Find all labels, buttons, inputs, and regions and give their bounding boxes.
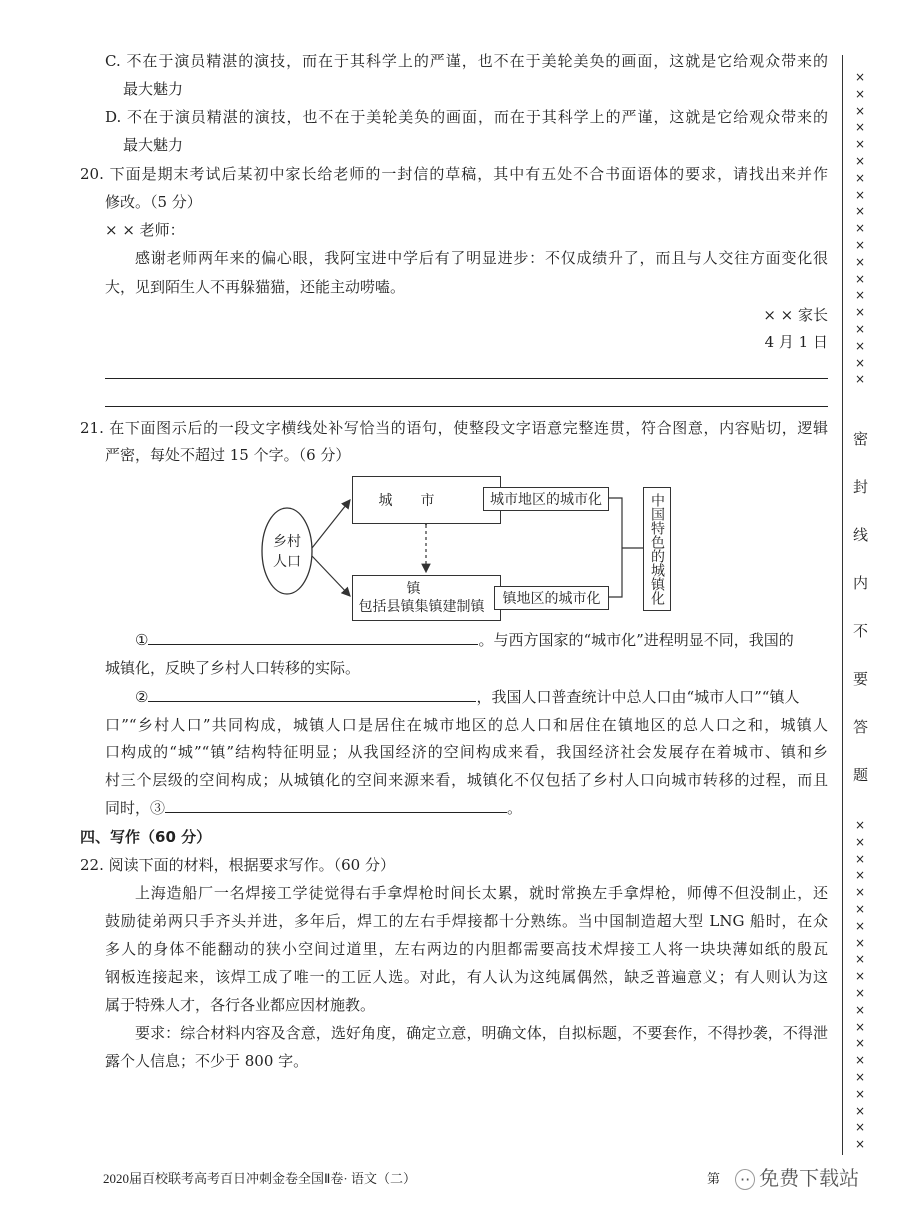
x-mark: × (855, 355, 866, 370)
x-mark: × (855, 918, 866, 933)
town-box (352, 575, 501, 621)
footer-page: 第 (707, 1171, 721, 1186)
x-mark: × (855, 902, 866, 916)
x-mark: × (855, 338, 866, 353)
blank-2[interactable] (148, 687, 476, 702)
paragraph-2-line3: 口构成的“城”“镇”结构特征明显；从我国经济的空间构成来看，我国经济社会发展存在着城市、镇和乡 (105, 743, 828, 761)
seal-char: 内 (853, 574, 869, 592)
x-mark: × (855, 851, 866, 866)
x-mark: × (855, 288, 866, 303)
town-urbanization-box: 镇地区的城市化 (494, 586, 609, 610)
blank-3[interactable] (165, 798, 507, 813)
q21-prompt-line2: 严密，每处不超过 15 个字。（6 分） (105, 446, 351, 464)
material-line3: 多人的身体不能翻动的狭小空间过道里，左右两边的内胆都需要高技术焊接工人将一块块薄如纸的殷瓦 (105, 940, 828, 958)
arrow-to-town (312, 556, 350, 596)
x-mark: × (855, 969, 866, 984)
x-mark: × (855, 271, 866, 286)
x-mark: × (855, 103, 866, 118)
x-mark: × (855, 254, 866, 269)
x-mark: × (855, 305, 866, 320)
material-line5: 属于特殊人才，各行各业都应因材施教。 (105, 996, 376, 1014)
x-mark: × (855, 868, 866, 883)
x-mark: × (855, 204, 866, 219)
seal-char: 题 (853, 766, 869, 784)
letter-body-line1: 感谢老师两年来的偏心眼，我阿宝进中学后有了明显进步：不仅成绩升了，而且与人交往方面变化很 (135, 249, 828, 267)
city-urbanization-box: 城市地区的城市化 (483, 487, 609, 511)
x-mark: × (855, 70, 866, 84)
q20-prompt-line1: 20. 下面是期末考试后某初中家长给老师的一封信的草稿，其中有五处不合书面语体的要求，请找出来并作 (80, 165, 828, 183)
section-heading: 四、写作（60 分） (80, 828, 212, 846)
seal-char: 不 (853, 622, 869, 640)
q21-prompt-line1: 21. 在下面图示后的一段文字横线处补写恰当的语句，使整段文字语意完整连贯，符合图意，内容贴切，逻辑 (80, 419, 828, 437)
x-mark: × (855, 170, 866, 185)
x-mark: × (855, 1036, 866, 1051)
blank-3-number: 同时，③ (105, 799, 166, 817)
city-box (352, 476, 501, 524)
x-mark: × (855, 187, 866, 202)
x-mark: × (855, 238, 866, 252)
x-mark: × (855, 322, 866, 336)
letter-body-line2: 大，见到陌生人不再躲猫猫，还能主动唠嗑。 (105, 278, 406, 296)
watermark-logo (735, 1162, 859, 1191)
x-mark: × (855, 834, 866, 849)
blank-1[interactable] (148, 630, 478, 645)
x-mark: × (855, 1103, 866, 1118)
x-mark: × (855, 221, 866, 236)
x-mark: × (855, 952, 866, 967)
arrow-to-city (312, 500, 350, 548)
watermark-logo-text: 免费下载站 (759, 1166, 860, 1190)
seal-char: 密 (853, 430, 869, 448)
letter-salutation: × × 老师： (105, 221, 185, 239)
paragraph-1-text: 。与西方国家的“城市化”进程明显不同，我国的 (478, 631, 794, 649)
requirement-line1: 要求：综合材料内容及含意，选好角度，确定立意，明确文体，自拟标题，不要套作，不得抄袭，不得泄 (135, 1024, 828, 1042)
option-d-line2: 最大魅力 (123, 136, 184, 154)
material-line2: 鼓励徒弟两只手齐头并进，多年后，焊工的左右手焊接都十分熟练。当中国制造超大型 LNG 船时，在众 (105, 912, 828, 930)
paragraph-2-line1 (135, 687, 799, 707)
x-mark: × (855, 1019, 866, 1034)
paragraph-end: 。 (507, 799, 523, 817)
option-d-line1: D. 不在于演员精湛的演技，也不在于美轮美奂的画面，而在于其科学上的严谨，这就是它给观众带来的 (105, 108, 828, 126)
paragraph-2-line4: 村三个层级的空间构成；从城镇化的空间来源来看，城镇化不仅包括了乡村人口向城市转移的过程，而且 (105, 771, 828, 789)
seal-char: 答 (853, 718, 869, 736)
x-mark: × (855, 935, 866, 950)
material-line4: 钢板连接起来，该焊工成了唯一的工匠人选。对此，有人认为这纯属偶然，缺乏普遍意义；有人则认为这 (105, 968, 828, 986)
x-mark: × (855, 1137, 866, 1152)
x-mark: × (855, 372, 866, 387)
town-subtitle: 包括县镇集镇建制镇 (358, 599, 485, 615)
bracket-connector (608, 498, 622, 597)
seal-char: 封 (853, 478, 869, 496)
requirement-line2: 露个人信息；不少于 800 字。 (105, 1052, 309, 1070)
q20-prompt-line2: 修改。（5 分） (105, 193, 202, 211)
x-mark: × (855, 86, 866, 101)
rural-population-label: 乡村人口 (273, 534, 301, 570)
paragraph-1-line2: 城镇化，反映了乡村人口转移的实际。 (105, 659, 361, 677)
x-mark: × (855, 986, 866, 1000)
letter-date: 4 月 1 日 (764, 333, 828, 351)
q22-prompt: 22. 阅读下面的材料，根据要求写作。（60 分） (80, 856, 395, 874)
paragraph-1-line1 (135, 630, 828, 650)
seal-char: 线 (853, 526, 869, 544)
x-mark: × (855, 818, 866, 832)
letter-signature: × × 家长 (763, 306, 828, 324)
x-mark: × (855, 120, 866, 135)
result-box: 中国特色的城镇化 (643, 487, 671, 611)
paragraph-2-line2: 口”“乡村人口”共同构成，城镇人口是居住在城市地区的总人口和居住在镇地区的总人口之和，城镇人 (105, 716, 828, 734)
x-mark: × (855, 1120, 866, 1135)
chat-bubble-icon: ·· (735, 1169, 755, 1190)
city-label: 城 市 (378, 493, 435, 509)
x-mark: × (855, 885, 866, 900)
blank-2-number: ② (135, 688, 149, 706)
paragraph-2-text: ，我国人口普查统计中总人口由“城市人口”“镇人 (476, 688, 800, 706)
paragraph-2-line5 (105, 798, 522, 818)
option-c-line1: C. 不在于演员精湛的演技，而在于其科学上的严谨，也不在于美轮美奂的画面，这就是它给观众带来的 (105, 52, 828, 70)
x-mark: × (855, 1053, 866, 1068)
x-mark: × (855, 1086, 866, 1101)
x-mark: × (855, 1070, 866, 1084)
x-mark: × (855, 1002, 866, 1017)
footer-title: 2020届百校联考高考百日冲刺金卷全国Ⅱ卷· 语文（二） (103, 1171, 416, 1186)
town-title: 镇 (406, 581, 421, 597)
blank-1-number: ① (135, 631, 149, 649)
option-c-line2: 最大魅力 (123, 80, 184, 98)
x-mark: × (855, 137, 866, 152)
x-mark: × (855, 154, 866, 168)
seal-char: 要 (853, 670, 869, 688)
material-line1: 上海造船厂一名焊接工学徒觉得右手拿焊枪时间长太累，就时常换左手拿焊枪，师傅不但没制止，还 (135, 884, 828, 902)
